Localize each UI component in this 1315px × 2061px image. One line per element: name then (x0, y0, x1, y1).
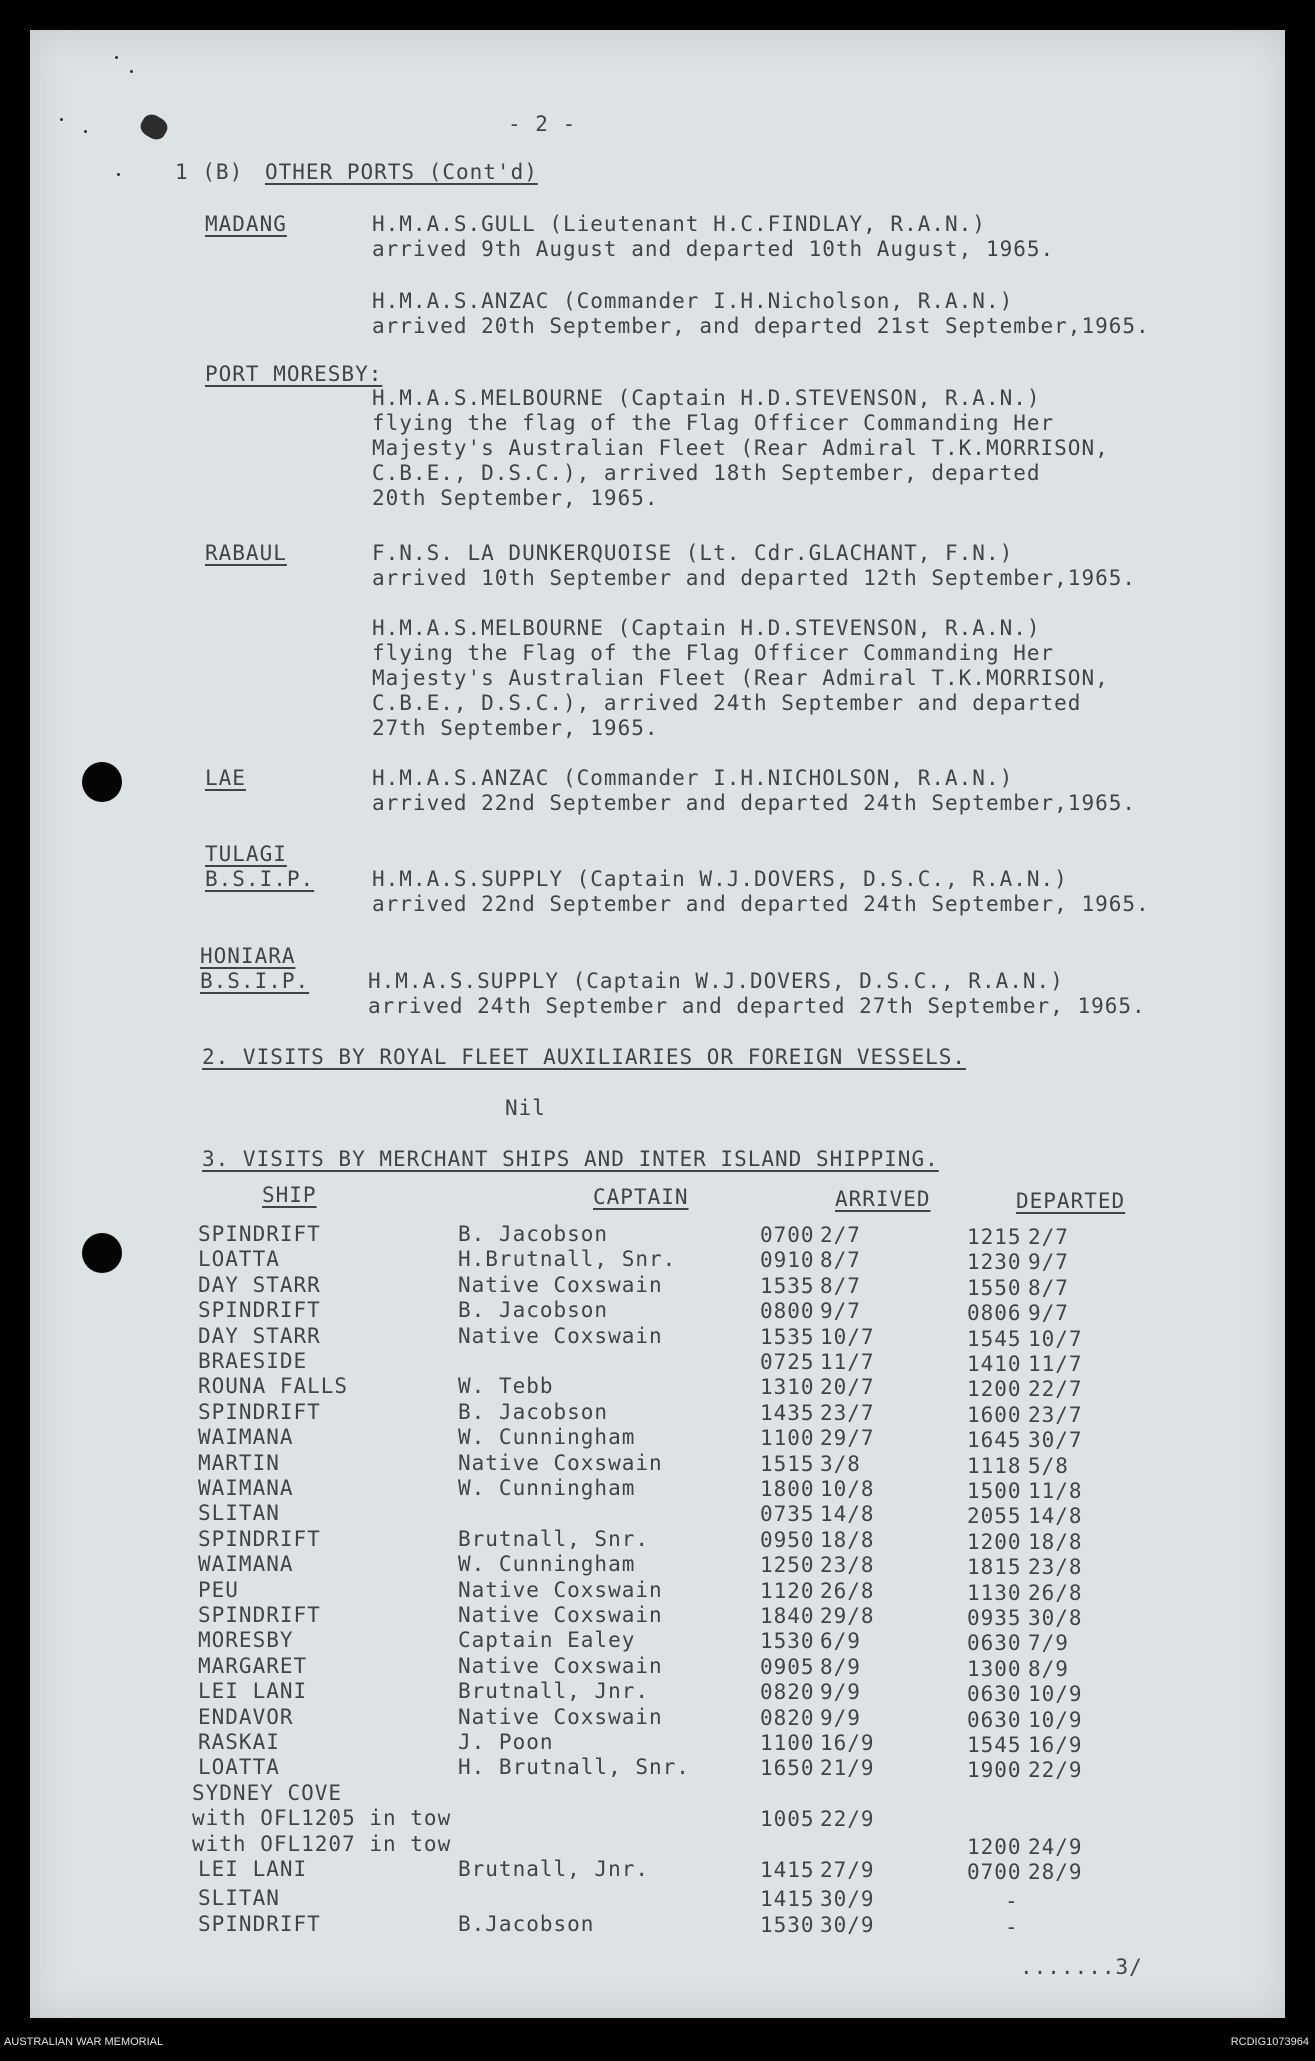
ship-cell: SPINDRIFT (198, 1603, 321, 1627)
ship-cell: SYDNEY COVE (192, 1780, 343, 1805)
ship-cell: SPINDRIFT (198, 1222, 321, 1246)
arrived-time-cell: 1310 (760, 1375, 815, 1400)
captain-cell: W. Cunningham (458, 1552, 636, 1577)
departed-time-cell: 1600 (967, 1402, 1022, 1427)
departed-date-cell: 11/8 (1028, 1479, 1083, 1503)
arrived-date-cell: 10/8 (820, 1477, 875, 1501)
visit-line: H.M.A.S.GULL (Lieutenant H.C.FINDLAY, R.A.N.) (372, 212, 986, 236)
captain-cell: Native Coxswain (458, 1450, 663, 1475)
captain-cell: B. Jacobson (458, 1222, 609, 1246)
speck (115, 56, 118, 59)
departed-time-cell: 0700 (967, 1860, 1022, 1884)
arrived-date-cell: 9/9 (820, 1705, 861, 1730)
arrived-time-cell: 1435 (760, 1400, 815, 1425)
visit-line: H.M.A.S.SUPPLY (Captain W.J.DOVERS, D.S.C., R.A.N.) (368, 969, 1064, 993)
arrived-date-cell: 29/7 (820, 1426, 875, 1451)
arrived-time-cell: 0950 (760, 1527, 815, 1552)
ship-cell: MORESBY (198, 1628, 294, 1653)
departed-date-cell: 7/9 (1028, 1631, 1069, 1656)
visit-line: H.M.A.S.MELBOURNE (Captain H.D.STEVENSON, R.A.N.) (372, 616, 1041, 640)
captain-cell: Brutnall, Jnr. (458, 1857, 650, 1881)
ship-cell: SPINDRIFT (198, 1298, 321, 1323)
speck (130, 70, 133, 73)
departed-date-cell: 10/9 (1028, 1707, 1083, 1732)
ship-cell: LOATTA (198, 1755, 280, 1780)
arrived-time-cell: 1415 (760, 1887, 815, 1912)
arrived-time-cell: 1535 (760, 1273, 815, 1298)
arrived-time-cell: 1120 (760, 1578, 815, 1603)
port-name: RABAUL (205, 541, 287, 565)
col-header-captain: CAPTAIN (593, 1185, 689, 1209)
visit-line: Majesty's Australian Fleet (Rear Admiral T.K.MORRISON, (372, 436, 1109, 460)
arrived-date-cell: 16/9 (820, 1731, 875, 1755)
ship-cell: DAY STARR (198, 1323, 321, 1348)
visit-line: flying the Flag of the Flag Officer Commanding Her (372, 641, 1055, 665)
arrived-date-cell: 23/8 (820, 1553, 875, 1578)
ship-cell: ROUNA FALLS (198, 1374, 349, 1399)
arrived-time-cell: 0725 (760, 1350, 815, 1374)
col-header-departed: DEPARTED (1016, 1189, 1126, 1213)
departed-time-cell: 1200 (967, 1377, 1022, 1402)
departed-date-cell: 30/8 (1028, 1606, 1083, 1630)
captain-cell: Native Coxswain (458, 1323, 663, 1348)
ship-cell: SPINDRIFT (198, 1399, 321, 1424)
arrived-date-cell: 8/7 (820, 1273, 861, 1298)
visit-line: H.M.A.S.ANZAC (Commander I.H.NICHOLSON, R.A.N.) (372, 766, 1014, 790)
departed-date-cell: 28/9 (1028, 1860, 1083, 1884)
arrived-date-cell: 8/9 (820, 1654, 861, 1679)
ship-cell: RASKAI (198, 1730, 280, 1754)
ship-cell: with OFL1207 in tow (192, 1831, 452, 1856)
col-header-arrived: ARRIVED (835, 1187, 931, 1211)
ship-cell: SPINDRIFT (198, 1911, 321, 1936)
captain-cell: W. Cunningham (458, 1425, 636, 1450)
col-header-ship: SHIP (262, 1183, 317, 1207)
departed-time-cell: 1200 (967, 1529, 1022, 1554)
arrived-time-cell: 1415 (760, 1858, 815, 1882)
visit-line: arrived 20th September, and departed 21st September,1965. (372, 314, 1150, 338)
ship-cell: LEI LANI (198, 1857, 308, 1881)
departed-date-cell: 14/8 (1028, 1504, 1083, 1529)
arrived-date-cell: 6/9 (820, 1629, 861, 1654)
arrived-time-cell: 0735 (760, 1502, 815, 1527)
continuation-mark: .......3/ (1020, 1955, 1143, 1979)
port-name: TULAGI (205, 842, 287, 866)
arrived-date-cell: 14/8 (820, 1502, 875, 1527)
arrived-time-cell: 0800 (760, 1299, 815, 1324)
port-name: LAE (205, 766, 246, 790)
ship-cell: DAY STARR (198, 1272, 321, 1297)
captain-cell: H. Brutnall, Snr. (458, 1755, 690, 1780)
captain-cell: B.Jacobson (458, 1911, 595, 1936)
ship-cell: SLITAN (198, 1886, 280, 1911)
arrived-date-cell: 26/8 (820, 1578, 875, 1603)
departed-time-cell: 1118 (967, 1453, 1022, 1478)
departed-time-cell: 1500 (967, 1479, 1022, 1503)
page-number: - 2 - (508, 112, 577, 136)
captain-cell: Brutnall, Jnr. (458, 1679, 650, 1704)
arrived-date-cell: 23/7 (820, 1400, 875, 1425)
ship-cell: BRAESIDE (198, 1349, 308, 1373)
visit-line: H.M.A.S.MELBOURNE (Captain H.D.STEVENSON, R.A.N.) (372, 386, 1041, 410)
captain-cell: Native Coxswain (458, 1603, 663, 1627)
departed-date-cell: 8/9 (1028, 1656, 1069, 1681)
departed-date-cell: 23/8 (1028, 1555, 1083, 1580)
port-name: HONIARA (200, 944, 296, 968)
punch-hole-top (82, 762, 122, 802)
speck (117, 173, 120, 176)
departed-time-cell: 2055 (967, 1504, 1022, 1529)
departed-time-cell: 1645 (967, 1428, 1022, 1453)
arrived-time-cell: 1840 (760, 1604, 815, 1628)
arrived-time-cell: 1530 (760, 1629, 815, 1654)
captain-cell: Native Coxswain (458, 1272, 663, 1297)
port-name-2: B.S.I.P. (200, 969, 310, 993)
arrived-time-cell: 1800 (760, 1477, 815, 1501)
captain-cell: H.Brutnall, Snr. (458, 1247, 677, 1272)
ship-cell: WAIMANA (198, 1552, 294, 1577)
arrived-date-cell: 30/9 (820, 1912, 875, 1937)
departed-time-cell: 0806 (967, 1301, 1022, 1326)
visit-line: 20th September, 1965. (372, 486, 659, 510)
arrived-date-cell: 22/9 (820, 1807, 875, 1832)
visit-line: Majesty's Australian Fleet (Rear Admiral T.K.MORRISON, (372, 666, 1109, 690)
port-name: MADANG (205, 212, 287, 236)
ship-cell: WAIMANA (198, 1425, 294, 1450)
ship-cell: LOATTA (198, 1247, 280, 1272)
arrived-time-cell: 1535 (760, 1324, 815, 1349)
arrived-time-cell: 1100 (760, 1426, 815, 1451)
arrived-date-cell: 9/9 (820, 1680, 861, 1705)
departed-time-cell: 0630 (967, 1707, 1022, 1732)
departed-date-cell: 22/7 (1028, 1377, 1083, 1402)
captain-cell: Native Coxswain (458, 1704, 663, 1729)
arrived-time-cell: 0910 (760, 1248, 815, 1273)
departed-date-cell: 30/7 (1028, 1428, 1083, 1453)
arrived-time-cell: 1515 (760, 1451, 815, 1476)
arrived-date-cell: 10/7 (820, 1324, 875, 1349)
departed-time-cell: 0935 (967, 1606, 1022, 1630)
departed-time-cell: 1545 (967, 1326, 1022, 1351)
arrived-date-cell: 2/7 (820, 1223, 861, 1247)
arrived-date-cell: 29/8 (820, 1604, 875, 1628)
captain-cell: B. Jacobson (458, 1399, 609, 1424)
arrived-date-cell: 18/8 (820, 1527, 875, 1552)
footer-left: AUSTRALIAN WAR MEMORIAL (4, 2036, 164, 2048)
departed-time-cell: 1130 (967, 1580, 1022, 1605)
departed-date-cell: 2/7 (1028, 1225, 1069, 1249)
arrived-date-cell: 11/7 (820, 1350, 875, 1374)
departed-time-cell: 0630 (967, 1631, 1022, 1656)
captain-cell: Brutnall, Snr. (458, 1526, 650, 1551)
ship-cell: WAIMANA (198, 1476, 294, 1500)
arrived-date-cell: 9/7 (820, 1299, 861, 1324)
arrived-date-cell: 30/9 (820, 1887, 875, 1912)
departed-time-cell: 1300 (967, 1656, 1022, 1681)
departed-time-cell: 1200 (967, 1834, 1022, 1859)
captain-cell: J. Poon (458, 1730, 554, 1754)
departed-date-cell: 8/7 (1028, 1275, 1069, 1300)
section-2-heading: 2. VISITS BY ROYAL FLEET AUXILIARIES OR FOREIGN VESSELS. (202, 1045, 967, 1069)
section-3-heading: 3. VISITS BY MERCHANT SHIPS AND INTER ISLAND SHIPPING. (202, 1147, 939, 1171)
speck (84, 130, 87, 133)
arrived-time-cell: 1250 (760, 1553, 815, 1578)
departed-date-cell: 9/7 (1028, 1250, 1069, 1275)
port-name-2: B.S.I.P. (205, 867, 315, 891)
arrived-date-cell: 3/8 (820, 1451, 861, 1476)
visit-line: 27th September, 1965. (372, 716, 659, 740)
departed-date-cell: 24/9 (1028, 1834, 1083, 1859)
visit-line: arrived 22nd September and departed 24th September, 1965. (372, 892, 1150, 916)
departed-time-cell: 0630 (967, 1682, 1022, 1707)
punch-hole-bottom (82, 1233, 122, 1273)
section-b-number: 1 (B) (175, 160, 244, 184)
arrived-date-cell: 20/7 (820, 1375, 875, 1400)
ship-cell: ENDAVOR (198, 1704, 294, 1729)
captain-cell: W. Cunningham (458, 1476, 636, 1500)
speck (60, 118, 63, 121)
section-b-heading: OTHER PORTS (Cont'd) (265, 160, 538, 184)
departed-time-cell: 1550 (967, 1275, 1022, 1300)
ship-cell: SLITAN (198, 1501, 280, 1526)
departed-time-cell: 1215 (967, 1225, 1022, 1249)
ship-cell: MARTIN (198, 1450, 280, 1475)
departed-date-cell: 11/7 (1028, 1352, 1083, 1376)
ship-cell: with OFL1205 in tow (192, 1806, 452, 1831)
ship-cell: PEU (198, 1577, 239, 1602)
visit-line: flying the flag of the Flag Officer Commanding Her (372, 411, 1055, 435)
ship-cell: SPINDRIFT (198, 1526, 321, 1551)
departed-time-cell: 1410 (967, 1352, 1022, 1376)
arrived-time-cell: 0820 (760, 1680, 815, 1705)
arrived-time-cell: 0700 (760, 1223, 815, 1247)
departed-date-cell: 26/8 (1028, 1580, 1083, 1605)
departed-time-cell: - (1005, 1889, 1019, 1914)
departed-time-cell: 1900 (967, 1758, 1022, 1783)
departed-date-cell: 5/8 (1028, 1453, 1069, 1478)
captain-cell: W. Tebb (458, 1374, 554, 1399)
arrived-date-cell: 27/9 (820, 1858, 875, 1882)
captain-cell: Native Coxswain (458, 1653, 663, 1678)
departed-time-cell: 1815 (967, 1555, 1022, 1580)
departed-time-cell: - (1005, 1914, 1019, 1939)
ship-cell: MARGARET (198, 1653, 308, 1678)
captain-cell: B. Jacobson (458, 1298, 609, 1323)
departed-time-cell: 1230 (967, 1250, 1022, 1275)
arrived-time-cell: 1650 (760, 1756, 815, 1781)
captain-cell: Captain Ealey (458, 1628, 636, 1653)
visit-line: arrived 9th August and departed 10th August, 1965. (372, 237, 1055, 261)
visit-line: F.N.S. LA DUNKERQUOISE (Lt. Cdr.GLACHANT, F.N.) (372, 541, 1014, 565)
arrived-date-cell: 8/7 (820, 1248, 861, 1273)
departed-time-cell: 1545 (967, 1733, 1022, 1757)
arrived-time-cell: 1005 (760, 1807, 815, 1832)
port-name: PORT MORESBY: (205, 362, 383, 386)
arrived-time-cell: 0820 (760, 1705, 815, 1730)
arrived-date-cell: 21/9 (820, 1756, 875, 1781)
visit-line: C.B.E., D.S.C.), arrived 18th September, departed (372, 461, 1041, 485)
visit-line: H.M.A.S.SUPPLY (Captain W.J.DOVERS, D.S.C., R.A.N.) (372, 867, 1068, 891)
departed-date-cell: 22/9 (1028, 1758, 1083, 1783)
ship-cell: LEI LANI (198, 1679, 308, 1704)
departed-date-cell: 9/7 (1028, 1301, 1069, 1326)
departed-date-cell: 23/7 (1028, 1402, 1083, 1427)
visit-line: arrived 22nd September and departed 24th September,1965. (372, 791, 1137, 815)
footer-right: RCDIG1073964 (1230, 2036, 1309, 2048)
arrived-time-cell: 1530 (760, 1912, 815, 1937)
visit-line: C.B.E., D.S.C.), arrived 24th September and departed (372, 691, 1082, 715)
captain-cell: Native Coxswain (458, 1577, 663, 1602)
visit-line: H.M.A.S.ANZAC (Commander I.H.Nicholson, R.A.N.) (372, 289, 1014, 313)
visit-line: arrived 10th September and departed 12th September,1965. (372, 566, 1137, 590)
section-2-body: Nil (505, 1096, 546, 1120)
arrived-time-cell: 0905 (760, 1654, 815, 1679)
departed-date-cell: 10/7 (1028, 1326, 1083, 1351)
departed-date-cell: 18/8 (1028, 1529, 1083, 1554)
departed-date-cell: 16/9 (1028, 1733, 1083, 1757)
visit-line: arrived 24th September and departed 27th September, 1965. (368, 994, 1146, 1018)
departed-date-cell: 10/9 (1028, 1682, 1083, 1707)
arrived-time-cell: 1100 (760, 1731, 815, 1755)
